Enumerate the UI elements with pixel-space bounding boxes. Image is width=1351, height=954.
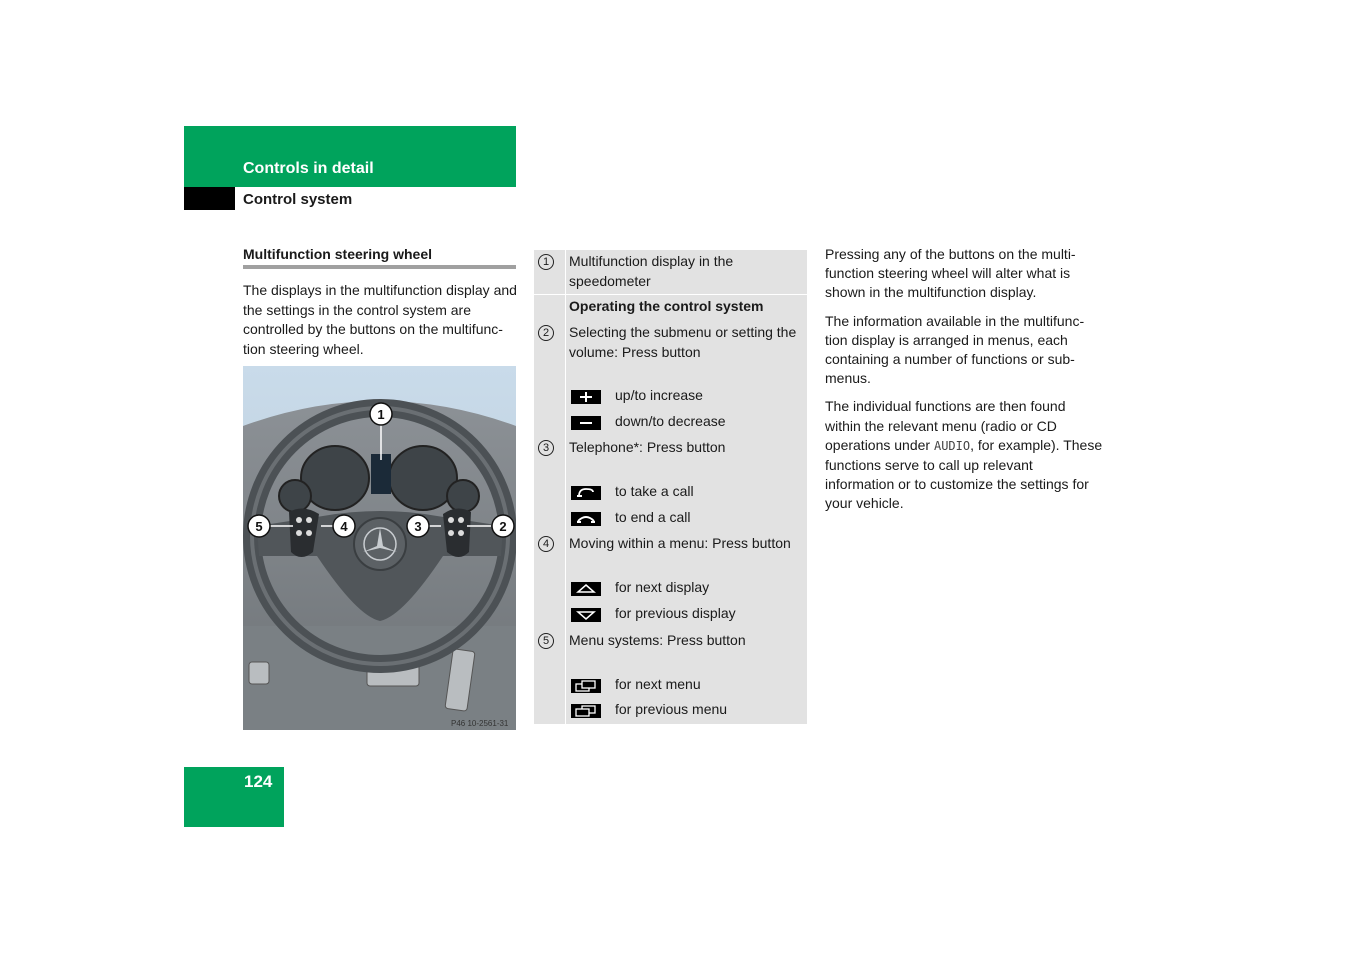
paragraph-3-end: , for example). These functions serve to call up relevant information or to customize the settings for your vehicle. bbox=[825, 436, 1103, 512]
phone-hangup-icon bbox=[571, 512, 601, 526]
paragraph-2: The information available in the multifunc-tion display is arranged in menus, each containing a number of functions or sub-menus. bbox=[825, 312, 1085, 387]
section-title: Controls in detail bbox=[243, 160, 374, 177]
callout-5 bbox=[248, 515, 270, 537]
paragraph-3 bbox=[825, 397, 1105, 513]
header-tab-marker bbox=[184, 187, 235, 210]
legend-number-3: 3 bbox=[538, 440, 554, 456]
legend-text-5: Menu systems: Press button bbox=[569, 632, 746, 648]
legend-text-4: Moving within a menu: Press button bbox=[569, 535, 791, 551]
end-call-label: to end a call bbox=[615, 509, 691, 525]
legend-number-2: 2 bbox=[538, 325, 554, 341]
svg-text:4: 4 bbox=[340, 519, 348, 534]
svg-text:1: 1 bbox=[377, 407, 385, 422]
svg-text:5: 5 bbox=[255, 519, 263, 534]
control-system-heading: Operating the control system bbox=[569, 298, 764, 314]
paragraph-1: Pressing any of the buttons on the multi-function steering wheel will alter what is shown in the multifunction display. bbox=[825, 246, 1076, 301]
legend-text-1: Multifunction display in the speedometer bbox=[569, 253, 734, 289]
take-call-label: to take a call bbox=[615, 483, 694, 499]
right-column bbox=[825, 245, 1105, 523]
previous-menu-label: for previous menu bbox=[615, 701, 728, 717]
legend-text-2: Selecting the submenu or setting the volume: Press button bbox=[569, 324, 797, 360]
legend-number-4: 4 bbox=[538, 536, 554, 552]
callout-4 bbox=[333, 515, 355, 537]
legend-number-5: 5 bbox=[538, 633, 554, 649]
previous-menu-icon bbox=[571, 704, 601, 718]
arrow-up-icon bbox=[571, 582, 601, 596]
minus-label: down/to decrease bbox=[615, 413, 726, 429]
previous-display-label: for previous display bbox=[615, 605, 736, 621]
plus-label: up/to increase bbox=[615, 387, 703, 403]
page-number: 124 bbox=[244, 772, 273, 791]
minus-icon bbox=[571, 416, 601, 430]
steering-wheel-figure bbox=[243, 366, 516, 730]
arrow-down-icon bbox=[571, 608, 601, 622]
callout-3 bbox=[407, 515, 429, 537]
next-menu-icon bbox=[571, 679, 601, 693]
subsection-title: Control system bbox=[243, 191, 353, 208]
intro-paragraph: The displays in the multifunction display and the settings in the control system are controlled by the buttons on the multifunc-tion steering wheel. bbox=[243, 282, 517, 357]
paragraph-3-start: The individual functions are then found within the relevant menu (radio or CD operations under bbox=[825, 398, 1066, 453]
callout-2 bbox=[492, 515, 514, 537]
legend-panel bbox=[534, 250, 807, 724]
svg-text:3: 3 bbox=[414, 519, 422, 534]
audio-code: AUDIO bbox=[933, 438, 971, 453]
phone-pickup-icon bbox=[571, 486, 601, 500]
next-menu-label: for next menu bbox=[615, 676, 701, 692]
topic-heading: Multifunction steering wheel bbox=[243, 246, 516, 269]
callout-1 bbox=[370, 403, 392, 425]
next-display-label: for next display bbox=[615, 579, 710, 595]
legend-number-1: 1 bbox=[538, 254, 554, 270]
svg-text:2: 2 bbox=[499, 519, 507, 534]
plus-icon bbox=[571, 390, 601, 404]
legend-text-3: Telephone*: Press button bbox=[569, 439, 726, 455]
figure-code: P46 10-2561-31 bbox=[451, 719, 509, 728]
